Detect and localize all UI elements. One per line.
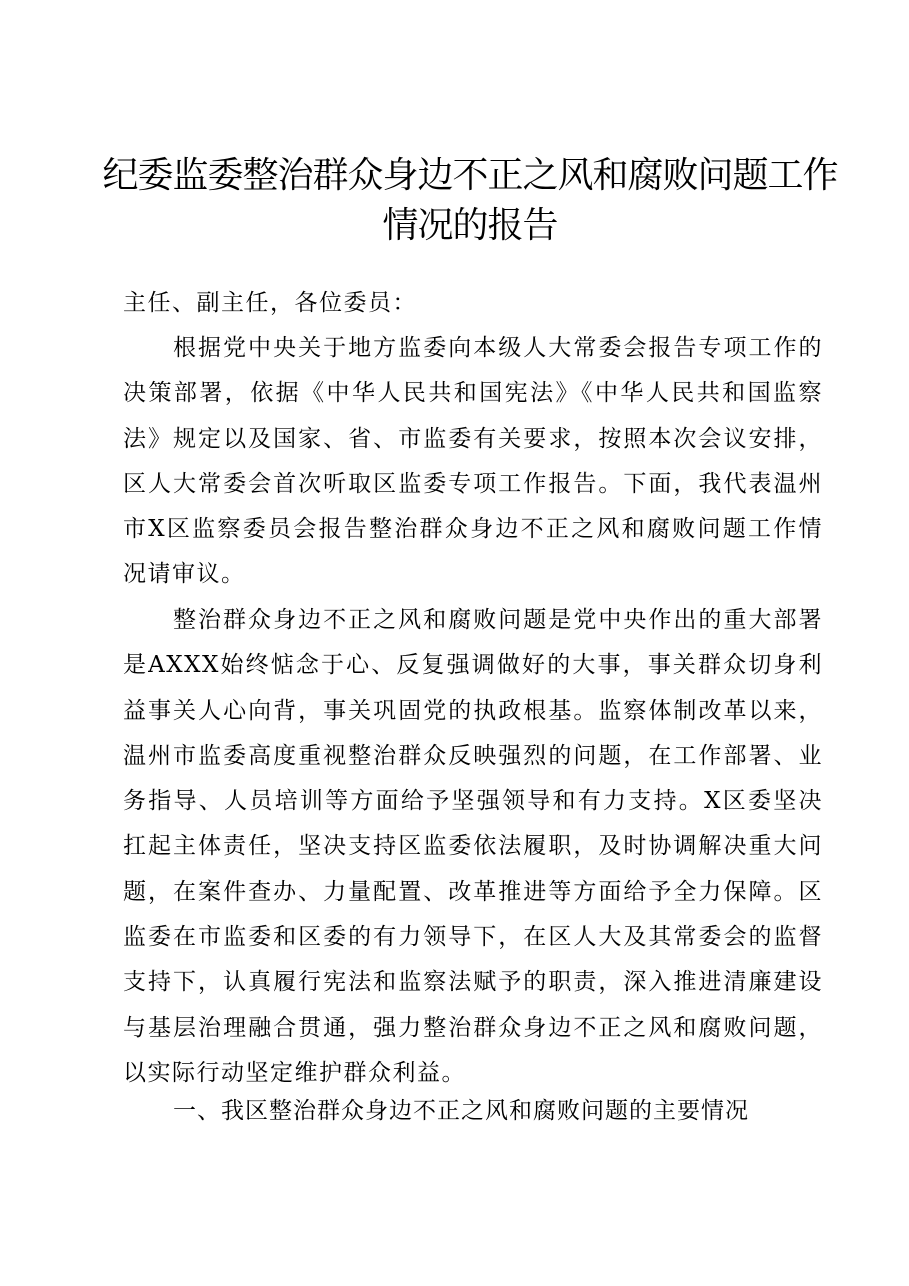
document-title: 纪委监委整治群众身边不正之风和腐败问题工作情况的报告 bbox=[102, 155, 838, 246]
paragraph-1: 根据党中央关于地方监委向本级人大常委会报告专项工作的决策部署，依据《中华人民共和国宪法》《中华人民共和国监察法》规定以及国家、省、市监委有关要求，按照本次会议安排，区人大常委会首次听取区监委专项工作报告。下面，我代表温州市X区监察委员会报告整治群众身边不正之风和腐败问题工作情况请审议。 bbox=[123, 335, 823, 588]
paragraph-2: 整治群众身边不正之风和腐败问题是党中央作出的重大部署是AXXX始终惦念于心、反复强调做好的大事，事关群众切身利益事关人心向背，事关巩固党的执政根基。监察体制改革以来，温州市监委高度重视整治群众反映强烈的问题，在工作部署、业务指导、人员培训等方面给予坚强领导和有力支持。X区委坚决扛起主体责任，坚决支持区监委依法履职，及时协调解决重大问题，在案件查办、力量配置、改革推进等方面给予全力保障。区监委在市监委和区委的有力领导下，在区人大及其常委会的监督支持下，认真履行宪法和监察法赋予的职责，深入推进清廉建设与基层治理融合贯通，强力整治群众身边不正之风和腐败问题，以实际行动坚定维护群众利益。 bbox=[123, 607, 823, 1086]
section-heading: 一、我区整治群众身边不正之风和腐败问题的主要情况 bbox=[173, 1098, 749, 1124]
salutation: 主任、副主任，各位委员： bbox=[123, 290, 417, 316]
